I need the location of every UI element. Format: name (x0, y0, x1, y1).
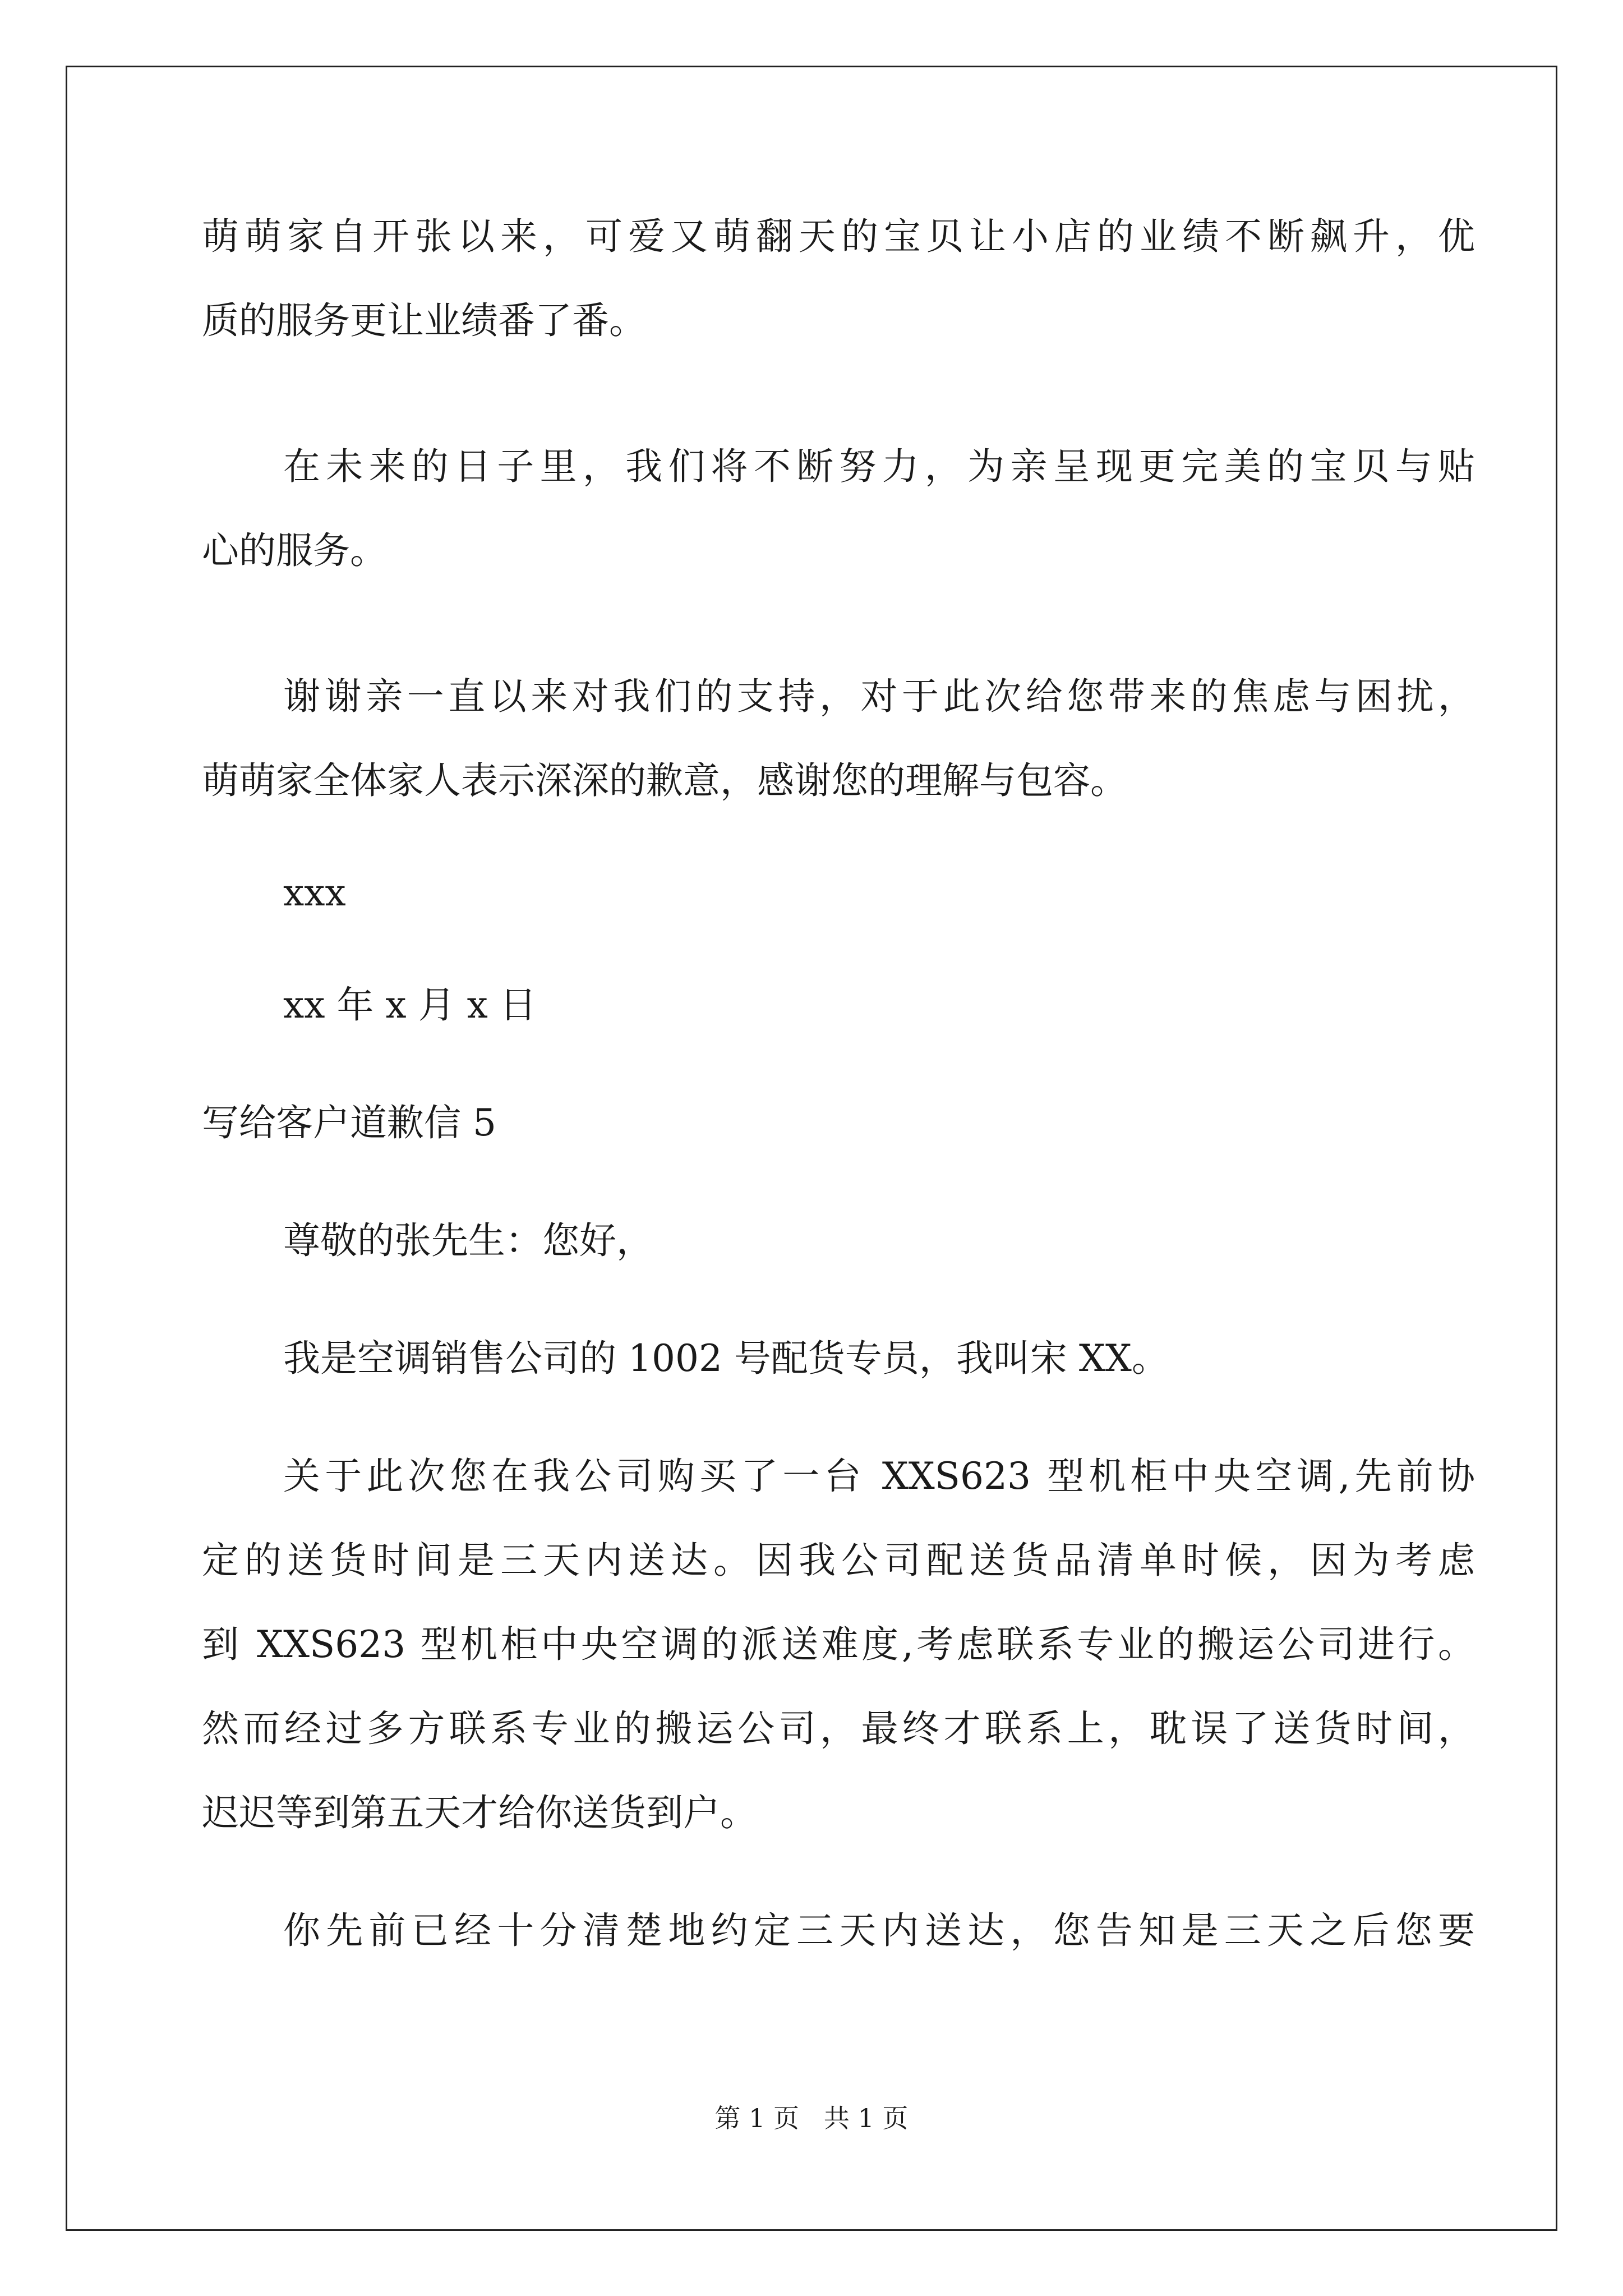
body-line: 然而经过多方联系专业的搬运公司，最终才联系上，耽误了送货时间， (202, 1707, 1475, 1750)
section-title: 写给客户道歉信 5 (202, 1101, 496, 1144)
page-border (66, 66, 1557, 2231)
body-line: 谢谢亲一直以来对我们的支持，对于此次给您带来的焦虑与困扰， (283, 675, 1475, 718)
body-line: 质的服务更让业绩番了番。 (202, 299, 646, 342)
signature-line: xxx (283, 871, 346, 914)
page-footer: 第 1 页 共 1 页 (714, 2103, 909, 2133)
date-line: xx 年 x 月 x 日 (283, 983, 537, 1027)
body-line: 萌萌家自开张以来，可爱又萌翻天的宝贝让小店的业绩不断飙升，优 (202, 215, 1475, 258)
body-line: 在未来的日子里，我们将不断努力，为亲呈现更完美的宝贝与贴 (283, 445, 1475, 488)
body-line: 关于此次您在我公司购买了一台 XXS623 型机柜中央空调,先前协 (283, 1455, 1475, 1498)
body-line: 定的送货时间是三天内送达。因我公司配送货品清单时候，因为考虑 (202, 1539, 1475, 1582)
body-line: 心的服务。 (202, 529, 387, 572)
body-line: 到 XXS623 型机柜中央空调的派送难度,考虑联系专业的搬运公司进行。 (202, 1623, 1475, 1666)
salutation-line: 尊敬的张先生：您好， (283, 1219, 653, 1262)
body-line: 萌萌家全体家人表示深深的歉意，感谢您的理解与包容。 (202, 759, 1127, 802)
body-line: 迟迟等到第五天才给你送货到户。 (202, 1791, 757, 1834)
body-line: 我是空调销售公司的 1002 号配货专员，我叫宋 XX。 (283, 1337, 1169, 1380)
body-line: 你先前已经十分清楚地约定三天内送达，您告知是三天之后您要 (283, 1909, 1475, 1952)
